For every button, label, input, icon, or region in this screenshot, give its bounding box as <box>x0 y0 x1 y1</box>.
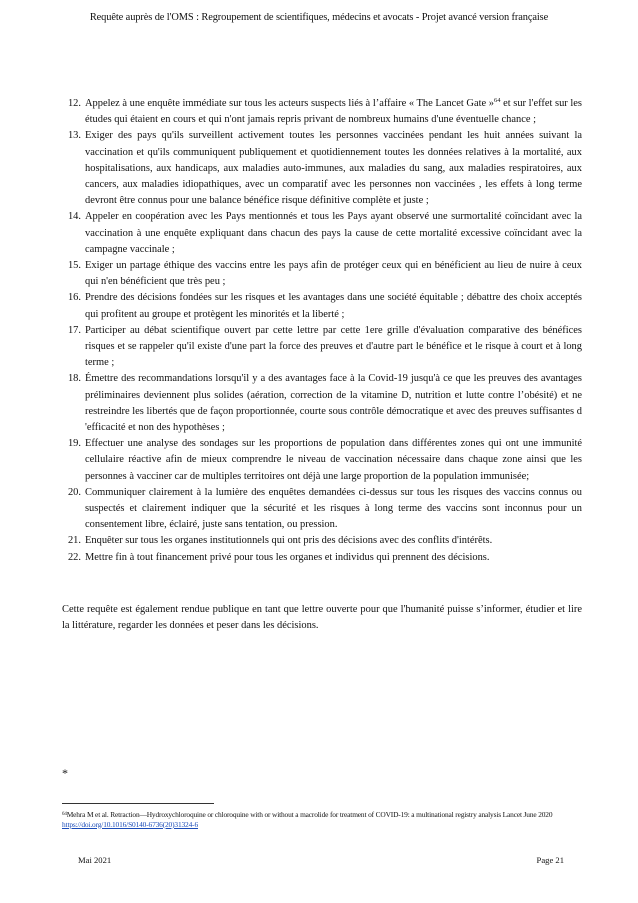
demands-list <box>62 96 582 566</box>
item-number: 16. <box>67 292 81 304</box>
item-number: 21. <box>67 535 81 547</box>
item-text: Exiger des pays qu'ils surveillent activement toutes les personnes vaccinées pendant les huit années suivant la vaccination et qu'ils communiquent publiquement et quotidiennement toutes les données relatives à la mortalité, aux hospitalisations, aux handicaps, aux maladies auto-immunes, aux maladies du sang, aux maladies respiratoires, aux cancers, aux maladies idiopathiques, avec un comparatif avec les personnes non vaccinées , les effets à long terme devront être connus pour une balance bénéfice risque définitive complète et juste ; <box>85 130 582 207</box>
item-text: Enquêter sur tous les organes institutionnels qui ont pris des décisions avec des conflits d'intérêts. <box>85 535 493 547</box>
item-text: Mettre fin à tout financement privé pour tous les organes et individus qui prennent des décisions. <box>85 551 490 563</box>
footer-page-number: Page 21 <box>536 855 564 865</box>
item-text: Prendre des décisions fondées sur les risques et les avantages dans une société équitable ; débattre des choix acceptés qui profitent au groupe et protègent les minorités et la liberté ; <box>85 292 582 320</box>
closing-paragraph: Cette requête est également rendue publique en tant que lettre ouverte pour que l'humanité puisse s’informer, étudier et lire la littérature, regarder les données et peser dans les décisions. <box>62 604 582 632</box>
list-item <box>62 258 582 290</box>
item-number: 19. <box>67 438 81 450</box>
footnote-number: 64 <box>62 812 67 817</box>
item-text: Effectuer une analyse des sondages sur les proportions de population dans différentes zones qui ont une immunité cellulaire réactive afin de mieux comprendre le niveau de vaccination nécessaire dans chaque zone ainsi que les personnes à vacciner car de multiples territoires ont déjà une large proportion de la population immunisée; <box>85 438 582 482</box>
footnote-ref[interactable]: 64 <box>493 97 501 104</box>
item-number: 12. <box>67 98 81 109</box>
item-text: Émettre des recommandations lorsqu'il y a des avantages face à la Covid-19 jusqu'à ce que les preuves des avantages préliminaires deviennent plus solides (aération, correction de la vitamine D, nutrition et lutte contre l’obésité) et ne restreindre les libertés que de façon proportionnée, courte sous contrôle démocratique et avec des preuves suffisantes d 'efficacité et non des hypothèses ; <box>85 373 582 434</box>
item-number: 22. <box>67 551 81 563</box>
footnote-text: Mehra M et al. Retraction—Hydroxychloroquine or chloroquine with or without a macrolide for treatment of COVID-19: a multinational registry analysis Lancet June 2020 <box>66 810 553 819</box>
footnote <box>62 810 582 829</box>
item-number: 18. <box>67 373 81 385</box>
item-number: 14. <box>67 211 81 223</box>
footer-date: Mai 2021 <box>78 855 112 865</box>
list-item <box>62 290 582 322</box>
item-text: Communiquer clairement à la lumière des enquêtes demandées ci-dessus sur tous les risques des vaccins connus ou suspectés et clairement indiquer que la sécurité et les risques à long terme des vaccins sont inconnus pour un consentement libre, éclairé, juste sans tentation, ou pression. <box>85 486 582 531</box>
list-item <box>62 323 582 372</box>
list-item <box>62 550 582 566</box>
list-item <box>62 533 582 549</box>
item-number: 20. <box>67 486 81 498</box>
footnote-divider <box>62 803 214 804</box>
page-header: Requête auprès de l'OMS : Regroupement de scientifiques, médecins et avocats - Projet avancé version française <box>89 12 549 23</box>
item-text: Appelez à une enquête immédiate sur tous les acteurs suspects liés à l’affaire « The Lancet Gate » <box>85 98 494 109</box>
item-text: Participer au débat scientifique ouvert par cette lettre par cette 1ere grille d'évaluation comparative des bénéfices risques et se rappeler qu'il existe d'une part la force des preuves et d'autre part le bénéfice et le risque à court et à long terme ; <box>85 324 582 369</box>
item-text: Exiger un partage éthique des vaccins entre les pays afin de protéger ceux qui en bénéficient au lieu de nuire à ceux qui n'en bénéficient que très peu ; <box>85 260 582 288</box>
list-item <box>62 209 582 258</box>
item-number: 13. <box>67 130 81 142</box>
footnote-doi-link[interactable]: https://doi.org/10.1016/S0140-6736(20)31324-6 <box>62 819 198 829</box>
list-item <box>62 371 582 436</box>
item-text-continued: et sur l'effet sur les études qui étaient en cours et qui n'ont jamais repris privant de nombreux humains d'une éventuelle chance ; <box>85 98 582 126</box>
list-item <box>62 485 582 534</box>
list-item <box>62 96 582 128</box>
list-item <box>62 436 582 485</box>
item-text: Appeler en coopération avec les Pays mentionnés et tous les Pays ayant observé une surmortalité coïncidant avec la vaccination à une enquête expliquant dans chacun des pays la cause de cette mortalité excessive coïncidant avec la campagne vaccinale ; <box>85 211 582 255</box>
item-number: 17. <box>67 324 81 336</box>
asterisk-mark: * <box>62 766 68 780</box>
item-number: 15. <box>67 260 81 272</box>
list-item <box>62 128 582 209</box>
